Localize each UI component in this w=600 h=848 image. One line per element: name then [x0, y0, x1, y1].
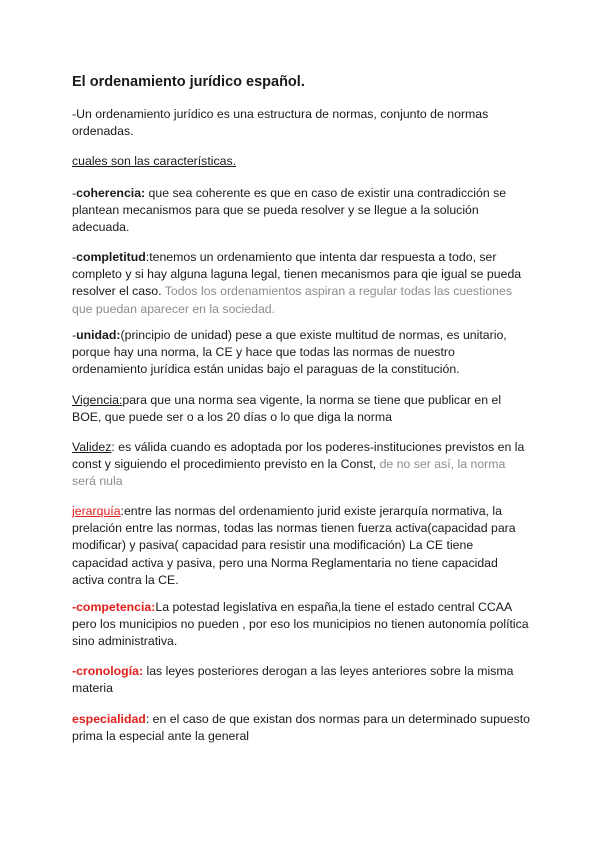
gray-text-validez: de no ser así, la norma será nula — [72, 457, 506, 489]
term-jerarquia: jerarquía — [72, 504, 121, 518]
text-especialidad: : en el caso de que existan dos normas para un determinado supuesto prima la especial ante la general — [72, 712, 531, 744]
text-competencia: La potestad legislativa en españa,la tiene el estado central CCAA pero los municipios no pueden , por eso los municipios no tienen autonomía política sino administrativa. — [72, 600, 529, 649]
page-title: El ordenamiento jurídico español. — [72, 74, 305, 90]
text-unidad: (principio de unidad) pese a que existe multitud de normas, es unitario, porque hay una norma, la CE y hace que todas las normas de nuestro ordenamiento jurídica están unidas bajo el paraguas de la constitución. — [72, 328, 507, 377]
term-vigencia: Vigencia: — [72, 393, 123, 407]
term-unidad: unidad: — [76, 328, 121, 342]
subheading: cuales son las características. — [72, 154, 237, 168]
text-vigencia: para que una norma sea vigente, la norma se tiene que publicar en el BOE, que puede ser o a los 20 días o lo que diga la norma — [72, 393, 502, 425]
paragraph-cronologia — [72, 663, 532, 697]
term-validez: Validez — [72, 440, 112, 454]
paragraph-vigencia — [72, 392, 532, 426]
paragraph-jerarquia — [72, 503, 532, 589]
paragraph-validez — [72, 439, 532, 491]
paragraph-coherencia — [72, 185, 532, 237]
term-completitud: completitud — [76, 250, 146, 264]
paragraph-unidad — [72, 327, 532, 379]
gray-text-completitud: Todos los ordenamientos aspiran a regular todas las cuestiones que puedan aparecer en la sociedad. — [72, 284, 512, 316]
intro-paragraph: -Un ordenamiento jurídico es una estructura de normas, conjunto de normas ordenadas. — [72, 107, 489, 139]
term-cronologia: -cronología: — [72, 664, 144, 678]
text-jerarquia: :entre las normas del ordenamiento jurid existe jerarquía normativa, la prelación entre las normas, todas las normas tienen fuerza activa(capacidad para modificar) y pasiva( capacidad para resistir una modificación) La CE tiene capacidad activa y pasiva, pero una Norma Reglamentaria no tiene capacidad activa contra la CE. — [72, 504, 516, 587]
text-validez: : es válida cuando es adoptada por los poderes-instituciones previstos en la const y siguiendo el procedimiento previsto en la Const, — [72, 440, 525, 472]
term-competencia: -competencia: — [72, 600, 156, 614]
term-coherencia: coherencia: — [76, 186, 146, 200]
prefix-dash: - — [72, 186, 77, 200]
prefix-dash: - — [72, 328, 77, 342]
text-coherencia: que sea coherente es que en caso de existir una contradicción se plantean mecanismos para que se pueda resolver y se llegue a la solución adecuada. — [72, 186, 507, 235]
prefix-dash: - — [72, 250, 77, 264]
paragraph-competencia — [72, 599, 532, 651]
text-completitud: :tenemos un ordenamiento que intenta dar respuesta a todo, ser completo y si hay alguna laguna legal, tienen mecanismos para qie igual se pueda resolver el caso. — [72, 250, 522, 299]
paragraph-completitud — [72, 249, 532, 318]
text-cronologia: las leyes posteriores derogan a las leyes anteriores sobre la misma materia — [72, 664, 514, 696]
term-especialidad: especialidad — [72, 712, 146, 726]
paragraph-especialidad — [72, 711, 532, 745]
